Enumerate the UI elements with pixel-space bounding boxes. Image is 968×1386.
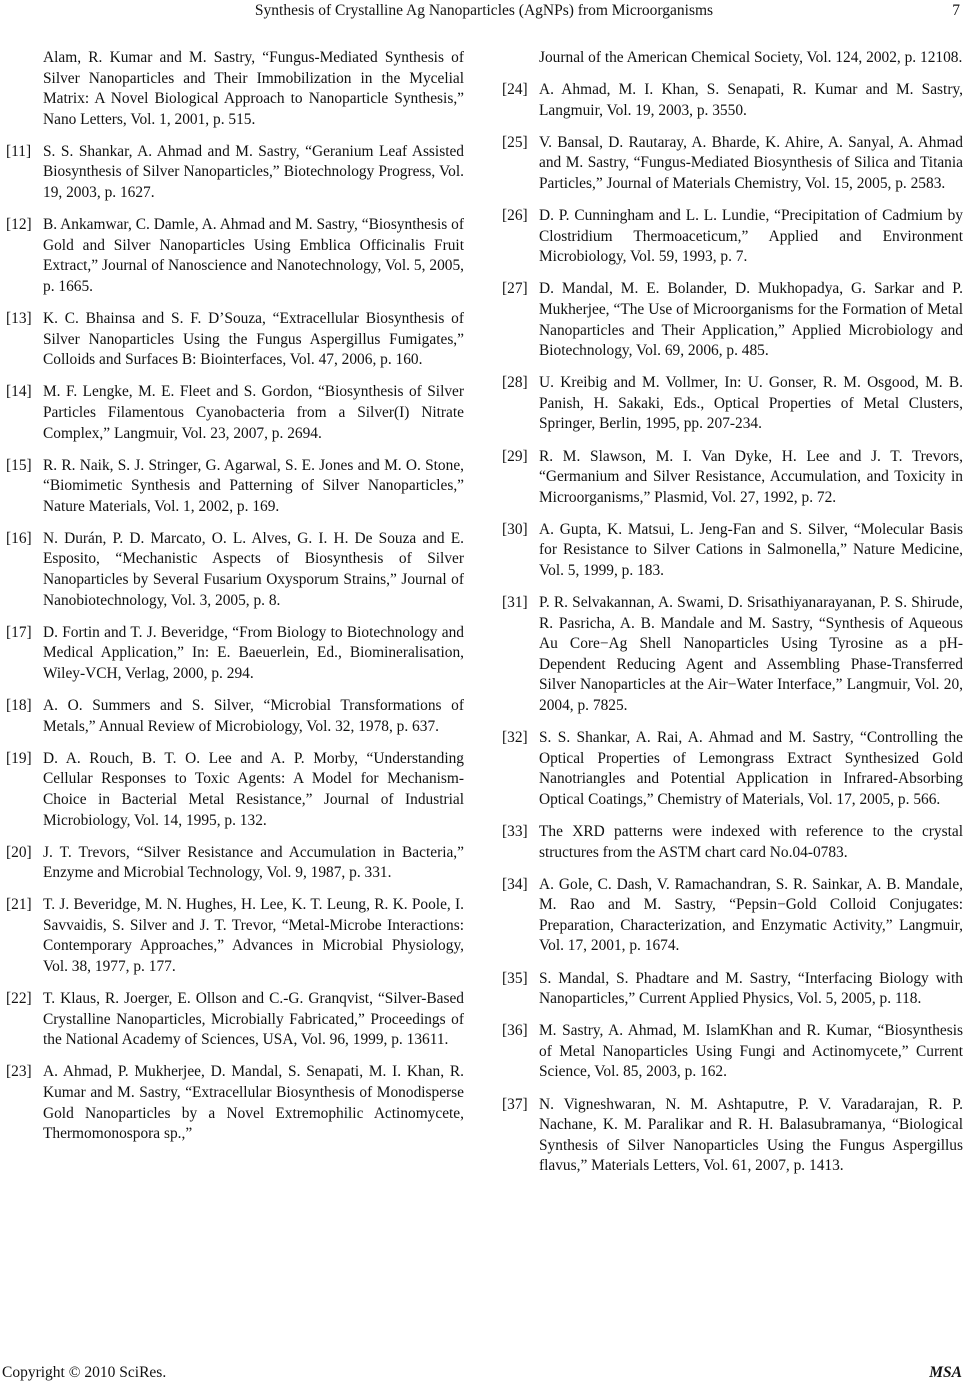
reference-entry — [502, 206, 963, 268]
page-number: 7 — [952, 2, 960, 19]
reference-text: The XRD patterns were indexed with reference to the crystal structures from the ASTM chart card No.04-0783. — [539, 823, 963, 861]
reference-column-right — [502, 48, 963, 1188]
reference-number: [22] — [6, 990, 32, 1008]
reference-entry — [6, 215, 464, 297]
reference-entry — [6, 529, 464, 611]
reference-text: U. Kreibig and M. Vollmer, In: U. Gonser, R. M. Osgood, M. B. Panish, H. Sakaki, Eds., Optical Properties of Metal Clusters, Springer, Berlin, 1995, pp. 207-234. — [539, 374, 963, 433]
reference-entry — [6, 696, 464, 737]
reference-entry — [6, 1062, 464, 1144]
reference-number: [32] — [502, 729, 528, 747]
reference-entry — [6, 989, 464, 1051]
reference-text: S. Mandal, S. Phadtare and M. Sastry, “Interfacing Biology with Nanoparticles,” Current Applied Physics, Vol. 5, 2005, p. 118. — [539, 969, 963, 1008]
reference-entry — [6, 382, 464, 444]
reference-number: [37] — [502, 1095, 528, 1113]
page-footer — [0, 1364, 968, 1386]
reference-number: [24] — [502, 81, 528, 99]
reference-entry — [502, 728, 963, 810]
reference-entry — [6, 843, 464, 884]
reference-entry — [502, 822, 963, 863]
running-title: Synthesis of Crystalline Ag Nanoparticles (AgNPs) from Microorganisms — [254, 2, 714, 19]
reference-number: [23] — [6, 1063, 32, 1081]
reference-entry — [6, 749, 464, 831]
reference-number: [20] — [6, 843, 32, 861]
reference-entry — [502, 80, 963, 121]
reference-entry — [6, 623, 464, 685]
reference-entry — [502, 1095, 963, 1177]
reference-text: P. R. Selvakannan, A. Swami, D. Srisathiyanarayanan, P. S. Shirude, R. Pasricha, A. B. Mandale and M. Sastry, “Synthesis of Aqueous Au Core−Ag Shell Nanoparticles Using Tyrosine as a pH-Dependent Reducing Agent and Assembling Phase-Transferred Silver Nanoparticles at the Air−Water Interface,” Langmuir, Vol. 20, 2004, p. 7825. — [539, 594, 963, 715]
reference-number: [15] — [6, 456, 32, 474]
reference-entry — [6, 142, 464, 204]
reference-number: [31] — [502, 594, 528, 612]
reference-text: N. Durán, P. D. Marcato, O. L. Alves, G. I. H. De Souza and E. Esposito, “Mechanistic Aspects of Biosynthesis of Silver Nanoparticles by Several Fusarium Oxysporum Strains,” Journal of Nanobiotechnology, Vol. 3, 2005, p. 8. — [43, 529, 464, 609]
page-header — [0, 0, 968, 30]
reference-number: [26] — [502, 207, 528, 225]
reference-entry — [502, 969, 963, 1010]
reference-number: [13] — [6, 310, 32, 328]
reference-text: T. Klaus, R. Joerger, E. Ollson and C.-G. Granqvist, “Silver-Based Crystalline Nanoparticles, Microbially Fabricated,” Proceedings of the National Academy of Sciences, USA, Vol. 96, 1999, p. 13611. — [43, 990, 464, 1049]
reference-column-left — [6, 48, 464, 1156]
reference-number: [19] — [6, 749, 32, 767]
reference-text: Alam, R. Kumar and M. Sastry, “Fungus-Mediated Synthesis of Silver Nanoparticles and Their Immobilization in the Mycelial Matrix: A Novel Biological Approach to Nanoparticle Synthesis,” Nano Letters, Vol. 1, 2001, p. 515. — [43, 49, 464, 128]
reference-number: [11] — [6, 142, 32, 160]
reference-number: [17] — [6, 623, 32, 641]
reference-number: [29] — [502, 447, 528, 465]
journal-abbreviation: MSA — [929, 1364, 962, 1381]
copyright-notice: Copyright © 2010 SciRes. — [2, 1364, 167, 1381]
reference-entry — [6, 309, 464, 371]
reference-text: S. S. Shankar, A. Ahmad and M. Sastry, “Geranium Leaf Assisted Biosynthesis of Silver Nanoparticles,” Biotechnology Progress, Vol. 19, 2003, p. 1627. — [43, 142, 464, 202]
reference-text: N. Vigneshwaran, N. M. Ashtaputre, P. V. Varadarajan, R. P. Nachane, K. M. Paralikar and R. H. Balasubramanya, “Biological Synthesis of Silver Nanoparticles Using the Fungus Aspergillus flavus,” Materials Letters, Vol. 61, 2007, p. 1413. — [539, 1095, 963, 1175]
reference-number: [28] — [502, 374, 528, 392]
reference-number: [27] — [502, 280, 528, 298]
reference-entry — [6, 456, 464, 518]
reference-number: [18] — [6, 697, 32, 715]
reference-number: [25] — [502, 133, 528, 151]
reference-entry — [502, 279, 963, 361]
reference-text: D. Mandal, M. E. Bolander, D. Mukhopadya, G. Sarkar and P. Mukherjee, “The Use of Microorganisms for the Formation of Metal Nanoparticles and Their Application,” Applied Microbiology and Biotechnology, Vol. 69, 2006, p. 485. — [539, 280, 963, 360]
reference-text: R. M. Slawson, M. I. Van Dyke, H. Lee and J. T. Trevors, “Germanium and Silver Resistance, Accumulation, and Toxicity in Microorganisms,” Plasmid, Vol. 27, 1992, p. 72. — [539, 447, 963, 506]
reference-text: D. Fortin and T. J. Beveridge, “From Biology to Biotechnology and Medical Application,” In: E. Baeuerlein, Ed., Biomineralisation, Wiley-VCH, Verlag, 2000, p. 294. — [43, 623, 464, 682]
reference-entry — [6, 895, 464, 977]
reference-number: [35] — [502, 969, 528, 987]
reference-entry — [502, 875, 963, 957]
reference-text: T. J. Beveridge, M. N. Hughes, H. Lee, K. T. Leung, R. K. Poole, I. Savvaidis, S. Silver and J. T. Trevor, “Metal-Microbe Interactions: Contemporary Approaches,” Advances in Microbial Physiology, Vol. 38, 1977, p. 177. — [43, 896, 464, 976]
reference-number: [36] — [502, 1022, 528, 1040]
reference-entry — [502, 447, 963, 509]
reference-text: A. O. Summers and S. Silver, “Microbial Transformations of Metals,” Annual Review of Microbiology, Vol. 32, 1978, p. 637. — [43, 697, 464, 735]
reference-entry — [502, 48, 963, 69]
reference-text: R. R. Naik, S. J. Stringer, G. Agarwal, S. E. Jones and M. O. Stone, “Biomimetic Synthesis and Patterning of Silver Nanoparticles,” Nature Materials, Vol. 1, 2002, p. 169. — [43, 456, 464, 515]
reference-text: S. S. Shankar, A. Rai, A. Ahmad and M. Sastry, “Controlling the Optical Properties of Lemongrass Extract Synthesized Gold Nanotriangles and Potential Application in Infrared-Absorbing Optical Coatings,” Chemistry of Materials, Vol. 17, 2005, p. 566. — [539, 729, 963, 808]
reference-number: [33] — [502, 823, 528, 840]
reference-number: [34] — [502, 875, 528, 893]
reference-number: [30] — [502, 520, 528, 538]
reference-text: A. Ahmad, M. I. Khan, S. Senapati, R. Kumar and M. Sastry, Langmuir, Vol. 19, 2003, p. 3550. — [539, 81, 963, 119]
reference-entry — [502, 593, 963, 717]
reference-text: B. Ankamwar, C. Damle, A. Ahmad and M. Sastry, “Biosynthesis of Gold and Silver Nanoparticles Using Emblica Officinalis Fruit Extract,” Journal of Nanoscience and Nanotechnology, Vol. 5, 2005, p. 1665. — [43, 216, 464, 295]
reference-text: K. C. Bhainsa and S. F. D’Souza, “Extracellular Biosynthesis of Silver Nanoparticles Using the Fungus Aspergillus Fumigates,” Colloids and Surfaces B: Biointerfaces, Vol. 47, 2006, p. 160. — [43, 310, 464, 369]
reference-entry — [6, 48, 464, 130]
reference-entry — [502, 133, 963, 195]
reference-entry — [502, 520, 963, 582]
reference-number: [21] — [6, 896, 32, 914]
reference-number: [14] — [6, 383, 32, 401]
reference-text: M. Sastry, A. Ahmad, M. IslamKhan and R. Kumar, “Biosynthesis of Metal Nanoparticles Using Fungi and Actinomycete,” Current Science, Vol. 85, 2003, p. 162. — [539, 1022, 963, 1081]
reference-text: Journal of the American Chemical Society, Vol. 124, 2002, p. 12108. — [539, 49, 963, 66]
reference-number: [16] — [6, 529, 32, 547]
reference-text: A. Ahmad, P. Mukherjee, D. Mandal, S. Senapati, M. I. Khan, R. Kumar and M. Sastry, “Extracellular Biosynthesis of Monodisperse Gold Nanoparticles by a Novel Extremophilic Actinomycete, Thermomonospora sp.,” — [43, 1063, 464, 1143]
reference-text: M. F. Lengke, M. E. Fleet and S. Gordon, “Biosynthesis of Silver Particles Filamentous Cyanobacteria from a Silver(I) Nitrate Complex,” Langmuir, Vol. 23, 2007, p. 2694. — [43, 383, 464, 442]
reference-text: J. T. Trevors, “Silver Resistance and Accumulation in Bacteria,” Enzyme and Microbial Technology, Vol. 9, 1987, p. 331. — [43, 843, 464, 882]
reference-text: D. A. Rouch, B. T. O. Lee and A. P. Morby, “Understanding Cellular Responses to Toxic Agents: A Model for Mechanism-Choice in Bacterial Metal Resistance,” Journal of Industrial Microbiology, Vol. 14, 1995, p. 132. — [43, 749, 464, 829]
reference-text: V. Bansal, D. Rautaray, A. Bharde, K. Ahire, A. Sanyal, A. Ahmad and M. Sastry, “Fungus-Mediated Biosynthesis of Silica and Titania Particles,” Journal of Materials Chemistry, Vol. 15, 2005, p. 2583. — [539, 133, 963, 192]
reference-entry — [502, 1021, 963, 1083]
reference-number: [12] — [6, 216, 32, 234]
reference-text: A. Gupta, K. Matsui, L. Jeng-Fan and S. Silver, “Molecular Basis for Resistance to Silver Cations in Salmonella,” Nature Medicine, Vol. 5, 1999, p. 183. — [539, 520, 963, 579]
reference-entry — [502, 373, 963, 435]
reference-text: A. Gole, C. Dash, V. Ramachandran, S. R. Sainkar, A. B. Mandale, M. Rao and M. Sastry, “Pepsin−Gold Colloid Conjugates: Preparation, Characterization, and Enzymatic Activity,” Langmuir, Vol. 17, 2001, p. 1674. — [539, 875, 963, 955]
reference-text: D. P. Cunningham and L. L. Lundie, “Precipitation of Cadmium by Clostridium Thermoaceticum,” Applied and Environment Microbiology, Vol. 59, 1993, p. 7. — [539, 207, 963, 266]
